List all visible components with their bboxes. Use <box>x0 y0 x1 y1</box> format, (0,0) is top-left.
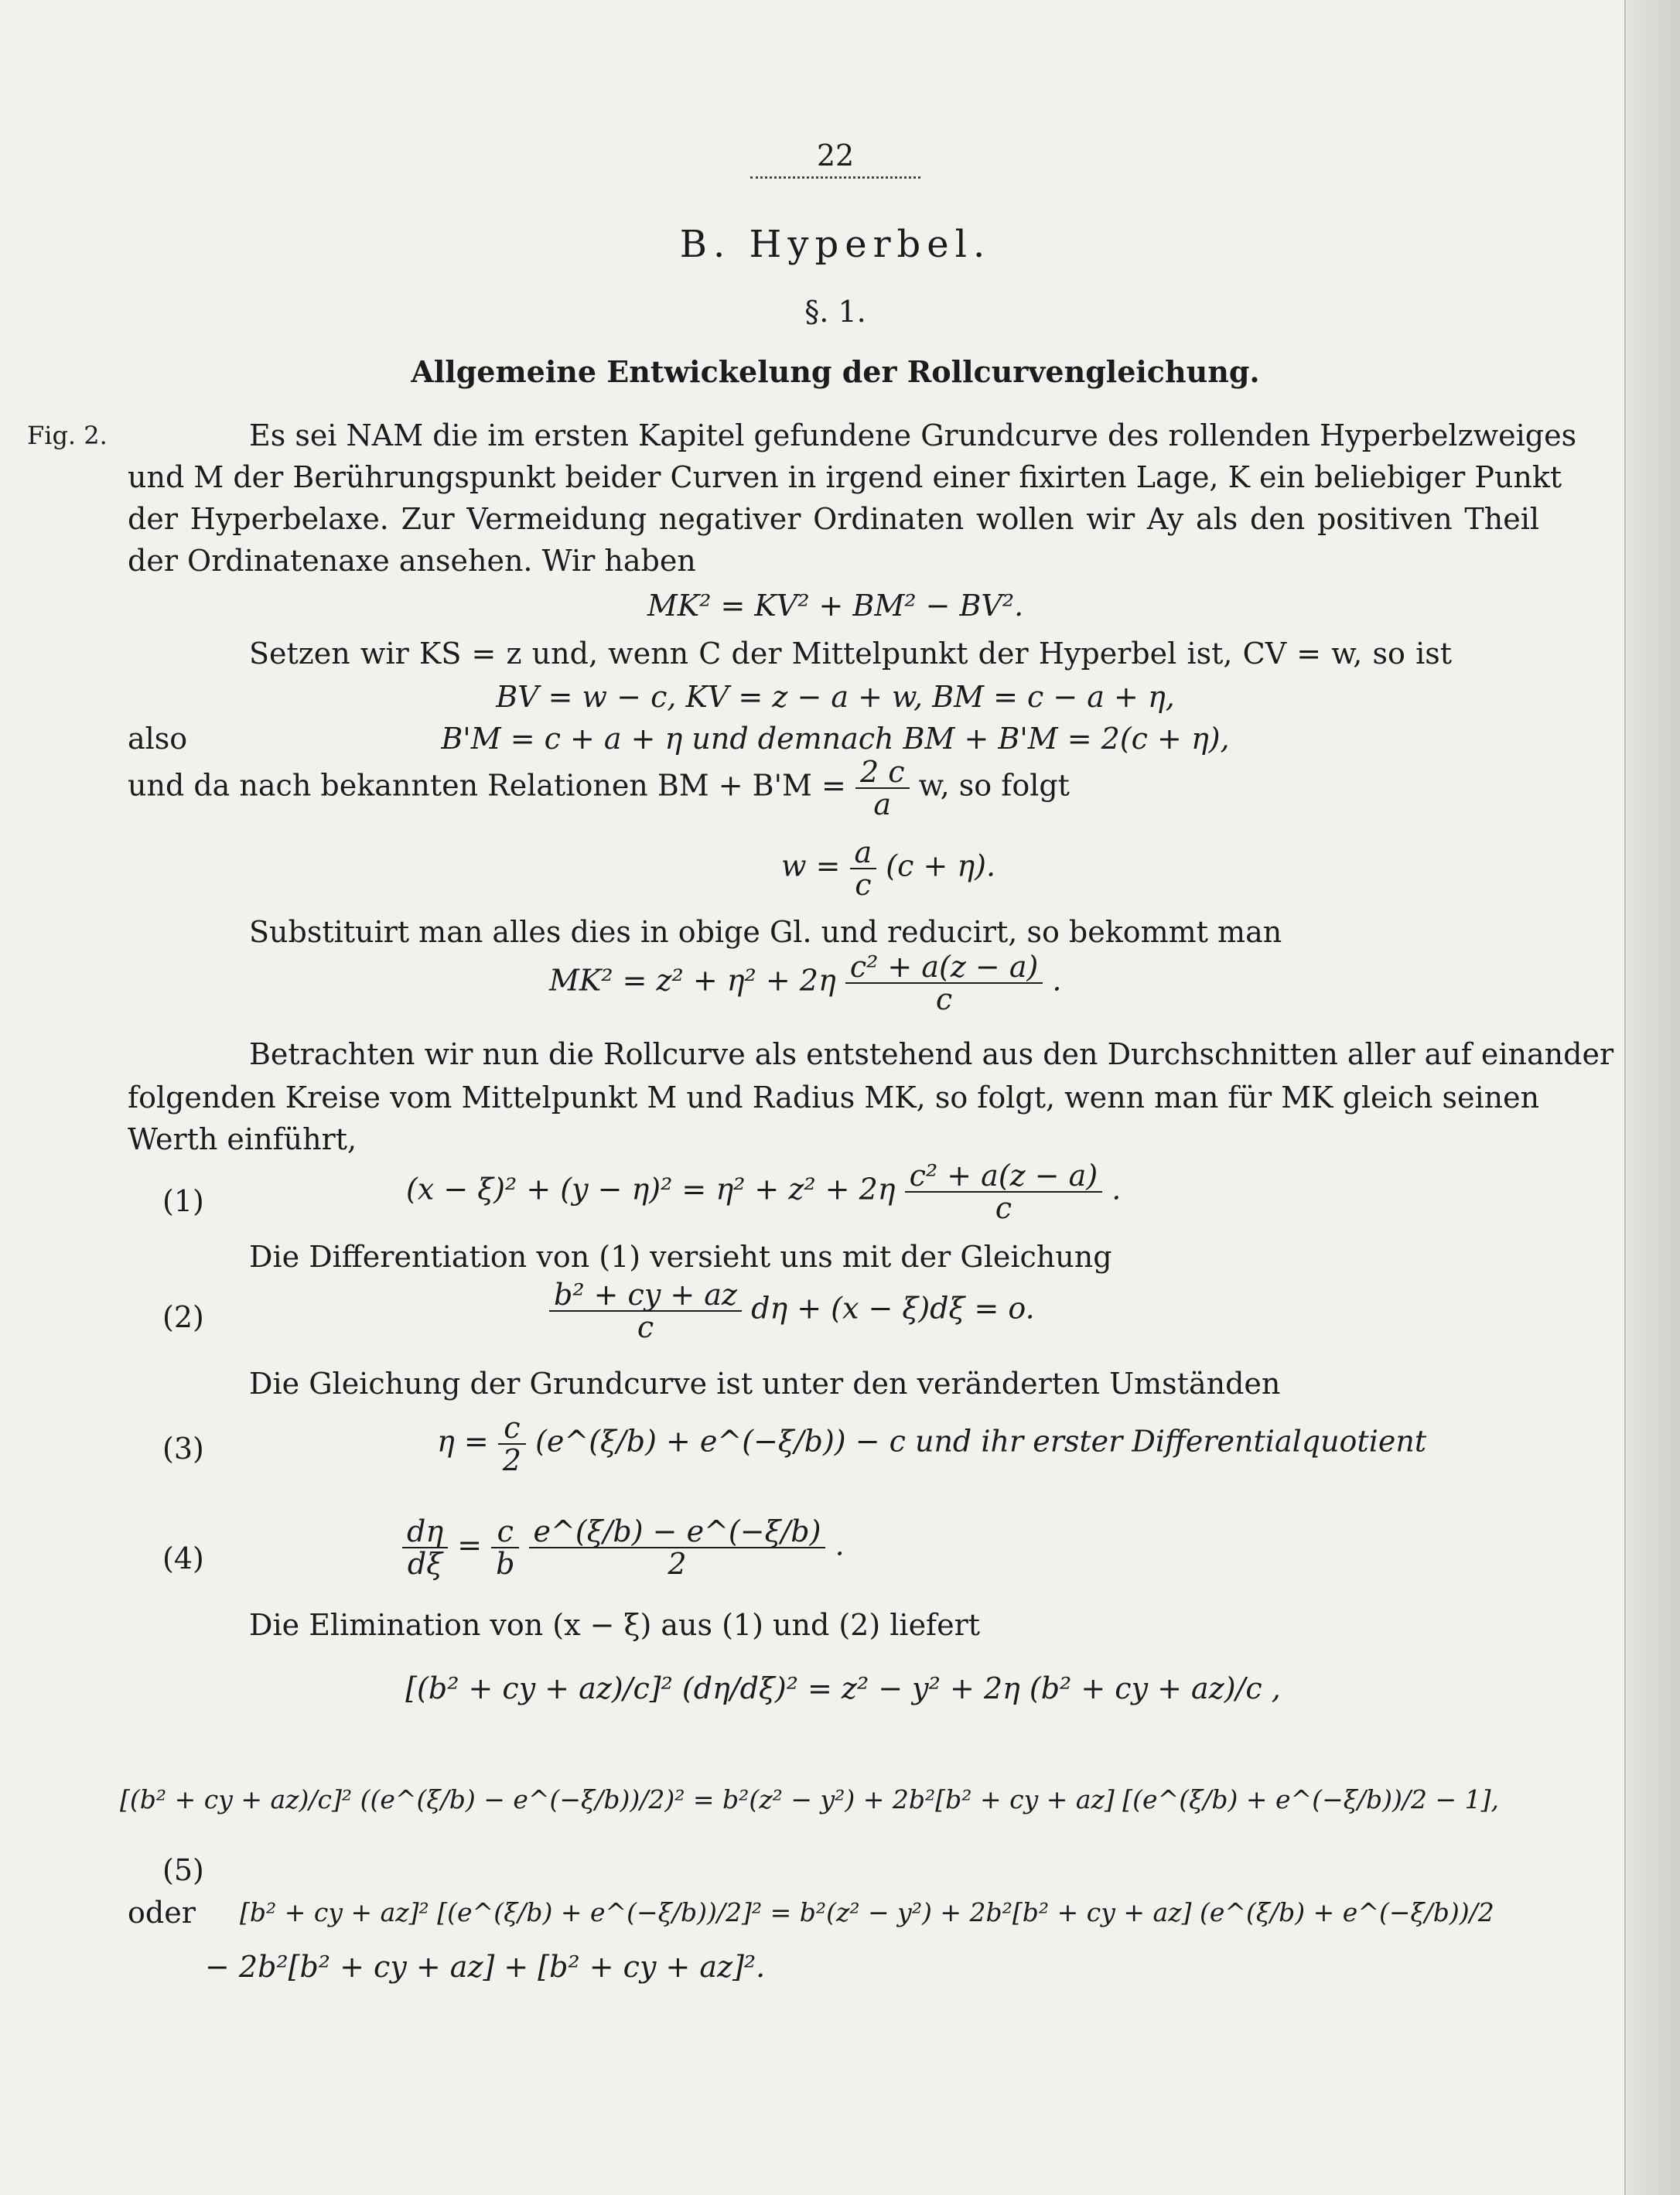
para1-line4: der Ordinatenaxe ansehen. Wir haben <box>128 544 696 578</box>
substituirt-line: Substituirt man alles dies in obige Gl. und reducirt, so bekommt man <box>249 915 1282 949</box>
eq1-label: (1) <box>162 1184 204 1218</box>
und-da-line <box>128 756 1070 820</box>
fraction-numerator: c <box>498 1412 526 1445</box>
page-number-ornament <box>750 176 920 186</box>
eq4-period: . <box>835 1528 845 1562</box>
page-edge <box>1624 0 1680 2195</box>
w-suffix: (c + η). <box>886 848 996 883</box>
equation-mk2-expanded <box>549 951 1062 1015</box>
fraction-numerator: c² + a(z − a) <box>845 951 1043 984</box>
fraction-numerator: a <box>850 837 877 869</box>
fraction-denominator: c <box>637 1310 654 1344</box>
fraction-deta-dxi <box>402 1516 448 1579</box>
eq5-label: (5) <box>162 1853 204 1887</box>
section-number: §. 1. <box>804 295 866 329</box>
fraction-a-over-c <box>850 837 877 900</box>
equation-5-line1: [b² + cy + az]² [(e^(ξ/b) + e^(−ξ/b))/2]² = b²(z² − y²) + 2b²[b² + cy + az] (e^(ξ/b) + e^(−ξ/b))/2 <box>240 1897 1494 1927</box>
equation-3 <box>437 1412 1426 1476</box>
fraction-2c-over-a <box>855 756 910 820</box>
fraction-exp-difference <box>529 1516 826 1579</box>
eq3-prefix: η = <box>437 1424 489 1459</box>
fraction-numerator: c <box>491 1516 519 1548</box>
fraction-eq1 <box>905 1160 1103 1224</box>
grundcurve-line: Die Gleichung der Grundcurve ist unter den veränderten Umständen <box>249 1367 1281 1401</box>
fraction-c-over-2 <box>498 1412 526 1476</box>
equation-bv: BV = w − c, KV = z − a + w, BM = c − a + η, <box>496 680 1175 714</box>
margin-figure-label: Fig. 2. <box>27 421 108 450</box>
mk2-period: . <box>1052 963 1062 998</box>
eq1-prefix: (x − ξ)² + (y − η)² = η² + z² + 2η <box>406 1172 896 1207</box>
setzen-line: Setzen wir KS = z und, wenn C der Mittelpunkt der Hyperbel ist, CV = w, so ist <box>249 637 1452 671</box>
equation-5-line2: − 2b²[b² + cy + az] + [b² + cy + az]². <box>205 1950 766 1984</box>
para1-line1: Es sei NAM die im ersten Kapitel gefundene Grundcurve des rollenden Hyperbelzweiges <box>249 418 1577 452</box>
chapter-title: B. Hyperbel. <box>679 223 992 266</box>
section-heading: Allgemeine Entwickelung der Rollcurvengleichung. <box>411 354 1260 389</box>
eq3-suffix: (e^(ξ/b) + e^(−ξ/b)) − c und ihr erster Differentialquotient <box>535 1424 1427 1459</box>
equation-mk-squared: MK² = KV² + BM² − BV². <box>647 589 1024 623</box>
fraction-numerator: 2 c <box>855 756 910 789</box>
equals-sign: = <box>457 1528 483 1562</box>
fraction-numerator: e^(ξ/b) − e^(−ξ/b) <box>529 1516 826 1548</box>
betrachten-line1: Betrachten wir nun die Rollcurve als entstehend aus den Durchschnitten aller auf einander <box>249 1037 1614 1071</box>
w-prefix: w = <box>781 848 841 883</box>
betrachten-line2: folgenden Kreise vom Mittelpunkt M und Radius MK, so folgt, wenn man für MK gleich seinen <box>128 1080 1540 1115</box>
fraction-denominator: a <box>873 787 892 821</box>
equation-4 <box>402 1516 845 1579</box>
und-da-prefix: und da nach bekannten Relationen BM + B'M = <box>128 768 846 803</box>
eq2-suffix: dη + (x − ξ)dξ = o. <box>751 1291 1035 1326</box>
also-label: also <box>128 722 188 756</box>
fraction-denominator: dξ <box>407 1547 443 1581</box>
eq1-period: . <box>1111 1172 1122 1207</box>
page-number: 22 <box>816 138 855 172</box>
fraction-denominator: c <box>855 868 872 902</box>
oder-label: oder <box>128 1896 196 1930</box>
fraction-denominator: c <box>995 1191 1012 1225</box>
fraction-c-over-b <box>491 1516 519 1579</box>
eq3-label: (3) <box>162 1432 204 1466</box>
para1-line3: der Hyperbelaxe. Zur Vermeidung negativer Ordinaten wollen wir Ay als den positiven Theil <box>128 502 1539 536</box>
fraction-numerator: c² + a(z − a) <box>905 1160 1103 1193</box>
equation-2 <box>549 1279 1035 1343</box>
fraction-denominator: 2 <box>502 1443 521 1477</box>
fraction-numerator: b² + cy + az <box>549 1279 742 1312</box>
equation-w <box>781 837 995 900</box>
betrachten-line3: Werth einführt, <box>128 1122 357 1156</box>
fraction-denominator: c <box>935 982 953 1016</box>
differentiation-line: Die Differentiation von (1) versieht uns mit der Gleichung <box>249 1240 1112 1274</box>
eq2-label: (2) <box>162 1300 204 1334</box>
fraction-numerator: dη <box>402 1516 448 1548</box>
fraction-eq2 <box>549 1279 742 1343</box>
equation-1 <box>406 1160 1121 1224</box>
fraction-denominator: 2 <box>668 1547 687 1581</box>
und-da-suffix: w, so folgt <box>918 768 1070 803</box>
para1-line2: und M der Berührungspunkt beider Curven in irgend einer fixirten Lage, K ein beliebiger Punkt <box>128 460 1562 494</box>
fraction-denominator: b <box>496 1547 515 1581</box>
fraction-mk2 <box>845 951 1043 1015</box>
equation-bm: B'M = c + a + η und demnach BM + B'M = 2(c + η), <box>441 722 1230 756</box>
eq4-label: (4) <box>162 1541 204 1575</box>
elimination-equation-2: [(b² + cy + az)/c]² ((e^(ξ/b) − e^(−ξ/b))/2)² = b²(z² − y²) + 2b²[b² + cy + az] [(e^(ξ/b) + e^(−ξ/b))/2 − 1], <box>120 1784 1499 1814</box>
elimination-line: Die Elimination von (x − ξ) aus (1) und (2) liefert <box>249 1608 981 1642</box>
mk2-prefix: MK² = z² + η² + 2η <box>549 963 836 998</box>
elimination-equation-1: [(b² + cy + az)/c]² (dη/dξ)² = z² − y² + 2η (b² + cy + az)/c , <box>405 1671 1281 1705</box>
